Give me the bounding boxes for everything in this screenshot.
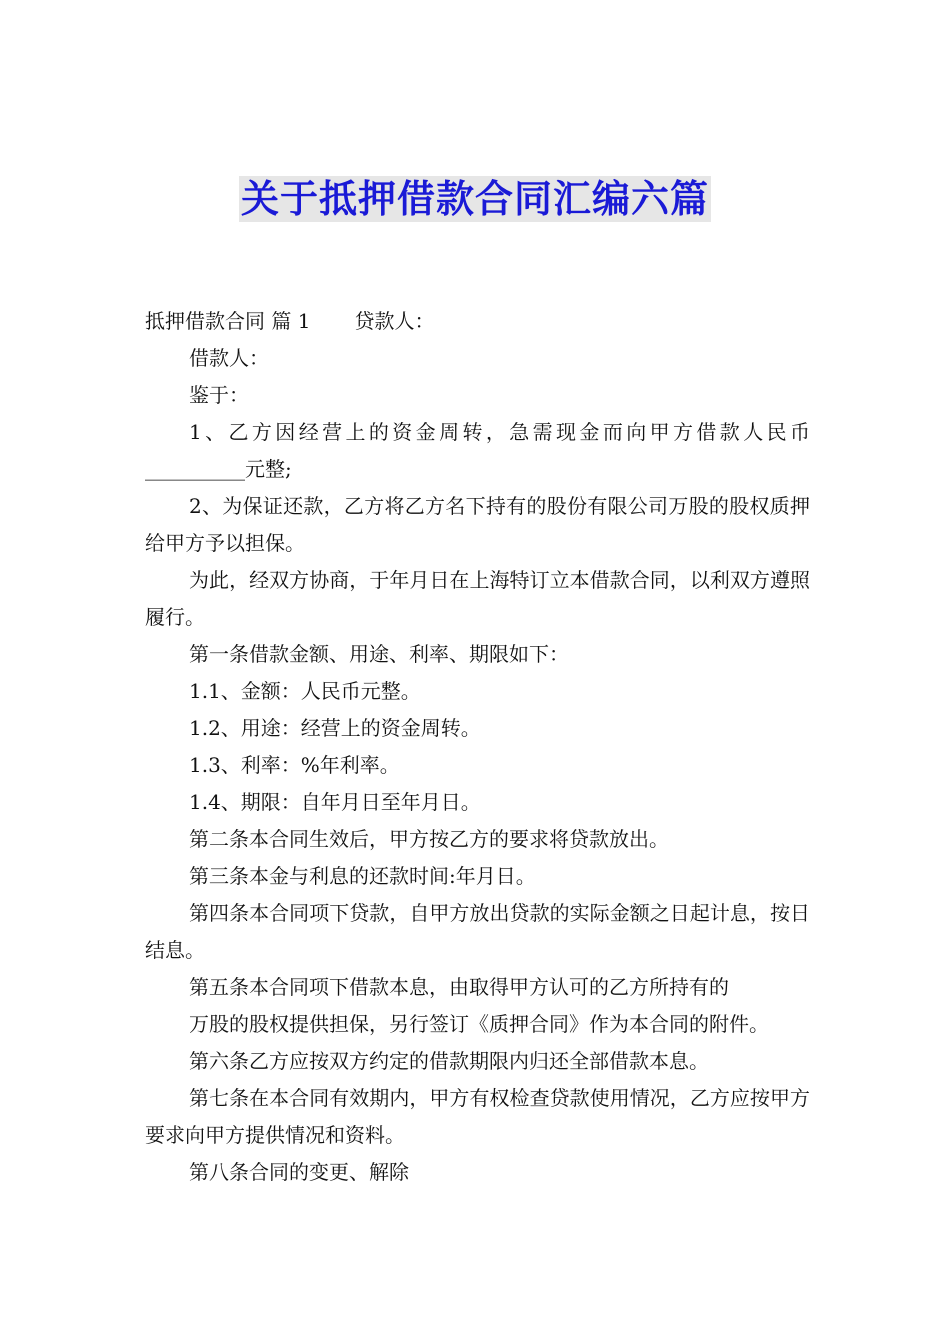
document-title: 关于抵押借款合同汇编六篇	[240, 177, 709, 221]
paragraph-article-2: 第二条本合同生效后，甲方按乙方的要求将贷款放出。	[189, 827, 669, 851]
document-body	[145, 303, 810, 1191]
paragraph-clause-2: 2、为保证还款，乙方将乙方名下持有的股份有限公司万股的股权质押给甲方予以担保。	[145, 494, 810, 555]
paragraph-article-6: 第六条乙方应按双方约定的借款期限内归还全部借款本息。	[189, 1049, 709, 1073]
title-container	[0, 176, 950, 222]
paragraph-article-5-cont: 万股的股权提供担保，另行签订《质押合同》作为本合同的附件。	[189, 1012, 769, 1036]
contract-section-label: 抵押借款合同 篇 1	[145, 309, 311, 333]
lender-label: 贷款人：	[354, 309, 435, 333]
heading-line	[145, 303, 810, 340]
paragraph-article-1: 第一条借款金额、用途、利率、期限如下：	[189, 642, 569, 666]
paragraph-term: 1.4、期限：自年月日至年月日。	[189, 790, 481, 814]
paragraph-agreement: 为此，经双方协商，于年月日在上海特订立本借款合同，以利双方遵照履行。	[145, 568, 810, 629]
paragraph-article-8: 第八条合同的变更、解除	[189, 1160, 409, 1184]
paragraph-article-7: 第七条在本合同有效期内，甲方有权检查贷款使用情况，乙方应按甲方要求向甲方提供情况和资料。	[145, 1086, 810, 1147]
paragraph-article-5: 第五条本合同项下借款本息，由取得甲方认可的乙方所持有的	[189, 975, 729, 999]
paragraph-clause-1: 1、乙方因经营上的资金周转，急需现金而向甲方借款人民币__________元整;	[145, 420, 810, 481]
paragraph-article-3: 第三条本金与利息的还款时间:年月日。	[189, 864, 536, 888]
paragraph-amount: 1.1、金额：人民币元整。	[189, 679, 421, 703]
paragraph-rate: 1.3、利率：%年利率。	[189, 753, 400, 777]
paragraph-purpose: 1.2、用途：经营上的资金周转。	[189, 716, 481, 740]
paragraph-borrower: 借款人：	[189, 346, 269, 370]
paragraph-article-4: 第四条本合同项下贷款，自甲方放出贷款的实际金额之日起计息，按日结息。	[145, 901, 810, 962]
paragraph-whereas: 鉴于：	[189, 383, 249, 407]
